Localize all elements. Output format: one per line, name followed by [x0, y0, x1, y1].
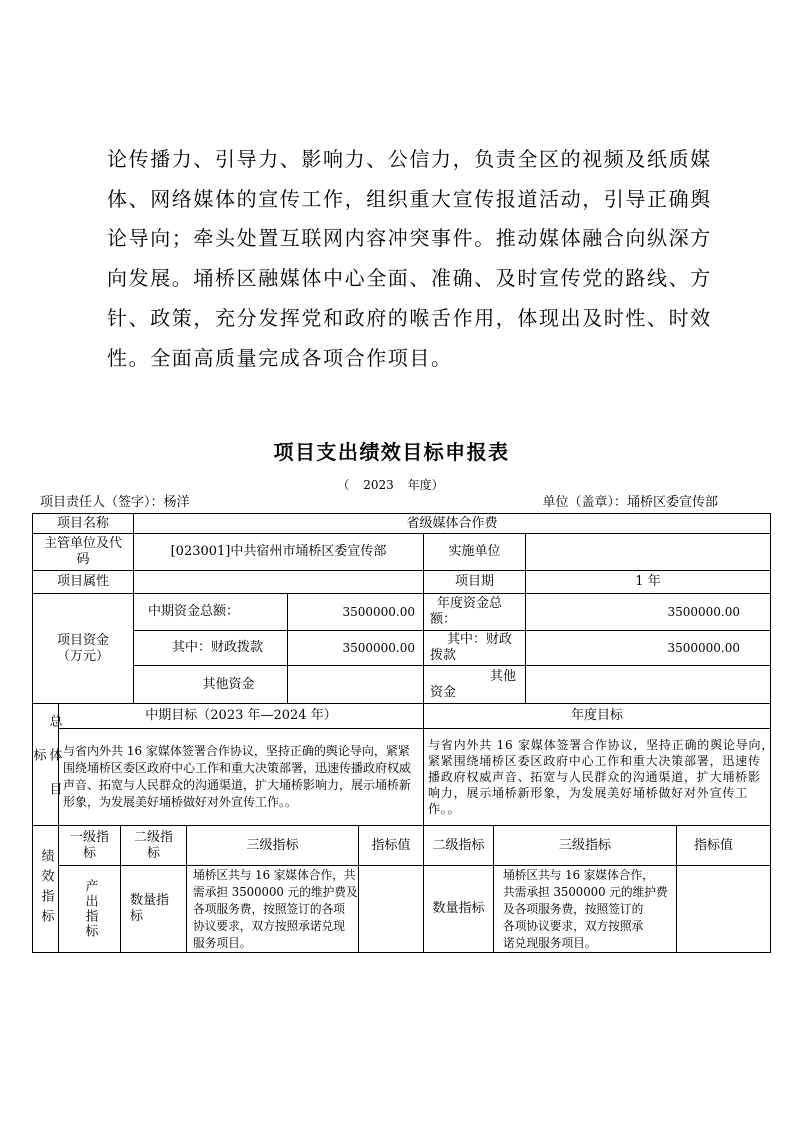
body-line: 针、政策，充分发挥党和政府的喉舌作用，体现出及时性、时效 [107, 305, 712, 330]
overall-goals-label: 总体目标 [30, 714, 62, 816]
annual-fiscal-label-cell [423, 630, 526, 666]
funds-label: 项目资金 [56, 632, 109, 648]
mid-term-goal-cell [58, 728, 424, 826]
indicators-label: 绩效指标 [38, 849, 54, 929]
project-name-label: 项目名称 [32, 513, 134, 534]
indicator-line: 需承担 3500000 元的维护费及 [193, 884, 358, 899]
annual-total-value: 3500000.00 [525, 593, 771, 631]
mid-other-value [287, 665, 424, 704]
body-line: 论导向；牵头处置互联网内容冲突事件。推动媒体融合向纵深方 [107, 226, 712, 251]
body-line: 论传播力、引导力、影响力、公信力，负责全区的视频及纸质媒 [107, 147, 712, 171]
body-line: 性。全面高质量完成各项合作项目。 [107, 345, 453, 370]
goal-line: 形象，为发展美好埇桥做好对外宣传工作。。 [63, 795, 298, 809]
row-level2-cell [120, 865, 187, 953]
project-name-value: 省级媒体合作费 [133, 513, 771, 534]
row-annual-value [676, 865, 771, 953]
indicator-line: 共需承担 3500000 元的维护费 [503, 884, 668, 899]
annual-goal-header: 年度目标 [423, 703, 771, 729]
annual-other-label-cell [423, 665, 526, 704]
row-level2: 数量指标 [130, 893, 170, 924]
project-attribute-label: 项目属性 [32, 570, 134, 594]
annual-fiscal-value: 3500000.00 [525, 630, 771, 666]
implementing-unit-label: 实施单位 [423, 533, 526, 571]
mid-term-goal-text [63, 743, 411, 811]
header-annual-level3: 三级指标 [493, 825, 677, 866]
annual-goal-text [428, 737, 774, 817]
project-period-label: 项目期 [423, 570, 526, 594]
mid-other-label: 其他资金 [133, 665, 288, 704]
annual-other-label: 其他资金 [430, 668, 517, 700]
mid-total-value: 3500000.00 [287, 593, 424, 631]
indicator-line: 各项服务费，按照签订的各项 [193, 901, 345, 916]
indicator-line: 协议要求，双方按照承诺兑现 [193, 918, 345, 933]
row-level3-cell [186, 865, 359, 953]
responsible-person: 项目责任人（签字）：杨洋 [40, 495, 190, 510]
indicator-line: 埇桥区共与 16 家媒体合作， [503, 867, 654, 882]
header-value: 指标值 [358, 825, 424, 866]
form-year: （ 2023 年度） [337, 478, 444, 492]
mid-fiscal-label: 其中：财政拨款 [133, 630, 288, 666]
goal-line: 播政府权威声音、拓宽与人民群众的沟通渠道，扩大埇桥影 [428, 770, 761, 784]
indicator-line: 各项协议要求，双方按照承 [503, 918, 644, 933]
department-label-cell [32, 533, 134, 571]
header-level3: 三级指标 [186, 825, 359, 866]
indicator-line: 埇桥区共与 16 家媒体合作，共 [193, 867, 356, 882]
annual-other-value [525, 665, 771, 704]
mid-fiscal-value: 3500000.00 [287, 630, 424, 666]
row-annual-level3-text [503, 867, 668, 952]
overall-goals-label-cell [30, 703, 62, 826]
body-paragraph [107, 140, 712, 378]
header-annual-level2: 二级指标 [423, 825, 494, 866]
mid-term-goal-header: 中期目标（2023 年—2024 年） [58, 703, 424, 729]
header-annual-value: 指标值 [676, 825, 771, 866]
row-value [358, 865, 424, 953]
form-title: 项目支出绩效目标申报表 [273, 440, 510, 464]
row-annual-level2: 数量指标 [423, 865, 494, 953]
goal-line: 围绕埇桥区委区政府中心工作和重大决策部署，迅速传播政府权威 [63, 761, 412, 775]
header-level2-cell [120, 825, 187, 866]
annual-goal-cell [423, 728, 775, 826]
goal-line: 紧紧围绕埇桥区委区政府中心工作和重大决策部署，迅速传 [428, 754, 761, 768]
header-level1-cell [58, 825, 121, 866]
row-level1: 产出指标 [82, 879, 98, 939]
annual-total-label-cell [423, 593, 526, 631]
row-level3-text [193, 867, 358, 952]
unit-seal: 单位（盖章）：埇桥区委宣传部 [542, 495, 718, 510]
row-level1-cell [58, 865, 121, 953]
header-level2: 二级指标 [133, 829, 173, 861]
mid-total-label: 中期资金总额： [133, 593, 288, 631]
project-attribute-value [133, 570, 424, 594]
indicator-line: 诺兑现服务项目。 [503, 935, 597, 950]
indicator-line: 服务项目。 [193, 935, 252, 950]
goal-line: 作。。 [428, 802, 461, 816]
goal-line: 声音、拓宽与人民群众的沟通渠道，扩大埇桥影响力，展示埇桥新 [63, 778, 412, 792]
funds-unit: （万元） [56, 648, 109, 664]
goal-line: 与省内外共 16 家媒体签署合作协议，坚持正确的舆论导向， [428, 738, 775, 752]
body-line: 体、网络媒体的宣传工作，组织重大宣传报道活动，引导正确舆 [107, 186, 712, 211]
department-value: [023001]中共宿州市埇桥区委宣传部 [133, 533, 424, 571]
header-level1: 一级指标 [69, 829, 109, 861]
department-label: 主管单位及代码 [43, 536, 122, 567]
implementing-unit-value [525, 533, 771, 571]
body-line: 向发展。埇桥区融媒体中心全面、准确、及时宣传党的路线、方 [107, 266, 712, 291]
indicator-line: 及各项服务费，按照签订的 [503, 901, 644, 916]
row-annual-level3-cell [493, 865, 677, 953]
goal-line: 与省内外共 16 家媒体签署合作协议，坚持正确的舆论导向，紧紧 [63, 744, 410, 758]
annual-fiscal-label: 其中：财政拨款 [430, 632, 513, 663]
goal-line: 响力，展示埇桥新形象，为发展美好埇桥做好对外宣传工 [428, 786, 749, 800]
annual-total-label: 年度资金总额： [430, 596, 503, 627]
project-period-value: 1 年 [525, 570, 771, 594]
funds-label-cell [32, 593, 134, 704]
indicators-label-cell [32, 825, 59, 953]
